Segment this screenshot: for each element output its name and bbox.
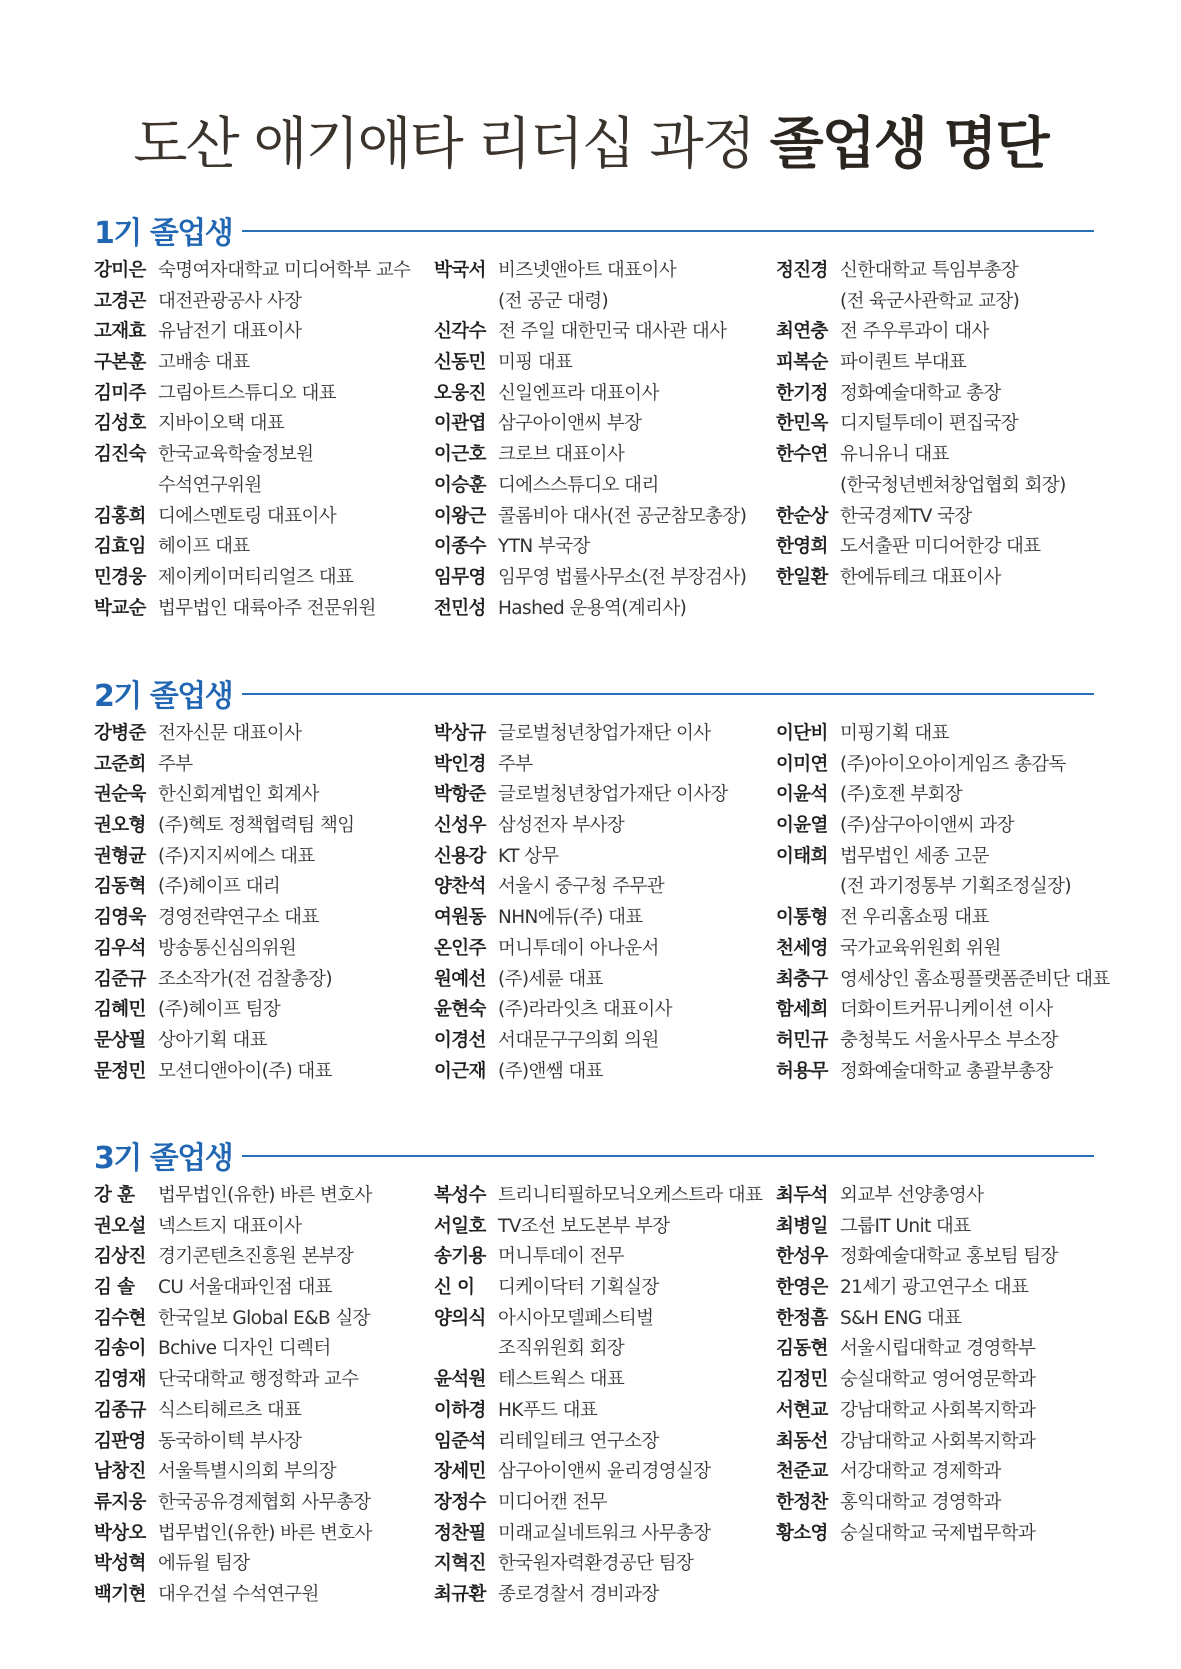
section-title: 1기 졸업생 — [94, 216, 233, 251]
section-title: 2기 졸업생 — [94, 679, 233, 714]
graduate-title: S&H ENG 대표 — [840, 1307, 962, 1329]
graduate-name: 피복순 — [776, 352, 828, 374]
section-divider — [242, 230, 1094, 232]
graduate-name: 이관엽 — [434, 413, 486, 435]
graduate-name: 박인경 — [434, 753, 486, 775]
graduate-title: 숙명여자대학교 미디어학부 교수 — [158, 260, 411, 281]
graduate-name: 권형균 — [94, 845, 146, 867]
graduate-name: 이단비 — [776, 723, 828, 744]
graduate-title: Bchive 디자인 디렉터 — [158, 1338, 331, 1360]
graduate-name: 이승훈 — [434, 474, 486, 496]
graduate-title: 머니투데이 아나운서 — [498, 937, 659, 959]
graduate-title: 한국공유경제협회 사무총장 — [158, 1491, 371, 1513]
graduate-title: 한에듀테크 대표이사 — [840, 566, 1001, 588]
graduate-name: 신각수 — [434, 321, 486, 343]
graduate-name: 이근호 — [434, 444, 486, 466]
graduate-name: 김 솔 — [94, 1277, 135, 1299]
section-header — [94, 671, 1094, 715]
section-divider — [242, 693, 1094, 695]
graduate-title: HK푸드 대표 — [498, 1399, 598, 1421]
graduate-title: 서대문구구의회 의원 — [498, 1029, 659, 1051]
graduate-title: 법무법인 세종 고문 — [840, 845, 989, 867]
graduate-name: 천세영 — [776, 937, 828, 959]
graduate-name: 황소영 — [776, 1522, 828, 1544]
graduate-name: 김종규 — [94, 1399, 146, 1421]
graduate-title: 트리니티필하모닉오케스트라 대표 — [498, 1185, 763, 1206]
graduate-title: 숭실대학교 영어영문학과 — [840, 1369, 1036, 1391]
graduate-title: 단국대학교 행정학과 교수 — [158, 1369, 359, 1391]
graduate-title: 넥스트지 대표이사 — [158, 1215, 302, 1237]
graduate-title: 신일엔프라 대표이사 — [498, 382, 659, 404]
graduate-name: 복성수 — [434, 1185, 486, 1206]
title-light: 도산 애기애타 리더십 과정 — [133, 112, 754, 177]
graduate-name: 함세희 — [776, 999, 828, 1021]
graduate-title: 정화예술대학교 총장 — [840, 382, 1001, 404]
graduate-title: 임무영 법률사무소(전 부장검사) — [498, 566, 747, 588]
graduate-name: 이근재 — [434, 1060, 486, 1082]
graduate-name: 신동민 — [434, 352, 486, 374]
graduate-title: 아시아모델페스티벌 — [498, 1307, 654, 1329]
graduate-title: 주부 — [498, 753, 533, 775]
section-2 — [94, 671, 1110, 1082]
section-title: 3기 졸업생 — [94, 1141, 233, 1176]
graduate-title: 고배송 대표 — [158, 352, 250, 374]
graduate-name: 최동선 — [776, 1430, 828, 1452]
graduate-name: 최충구 — [776, 968, 828, 990]
graduate-name: 장세민 — [434, 1461, 486, 1483]
graduate-title: 디에스스튜디오 대리 — [498, 474, 659, 496]
graduate-name: 김상진 — [94, 1246, 146, 1268]
graduate-name: 한영은 — [776, 1277, 828, 1299]
graduate-title: 한신회계법인 회계사 — [158, 784, 319, 806]
graduate-title: 삼구아이앤씨 윤리경영실장 — [498, 1461, 711, 1483]
graduate-title: CU 서울대파인점 대표 — [158, 1277, 332, 1299]
graduate-name: 최두석 — [776, 1185, 828, 1206]
graduate-title: 전자신문 대표이사 — [158, 723, 302, 744]
graduate-title: 전 우리홈쇼핑 대표 — [840, 907, 989, 929]
graduate-name: 지혁진 — [434, 1553, 486, 1575]
graduate-title: 신한대학교 특임부총장 — [840, 260, 1018, 281]
graduate-name: 김송이 — [94, 1338, 146, 1360]
graduate-name: 임준석 — [434, 1430, 486, 1452]
graduate-name: 한정찬 — [776, 1491, 828, 1513]
graduate-title: 유니유니 대표 — [840, 444, 949, 466]
graduate-title: 홍익대학교 경영학과 — [840, 1491, 1001, 1513]
graduate-name: 박성혁 — [94, 1553, 146, 1575]
graduate-name: 신성우 — [434, 815, 486, 837]
graduate-name: 한기정 — [776, 382, 828, 404]
graduate-title: (주)헤이프 대리 — [158, 876, 281, 898]
graduate-title: 머니투데이 전무 — [498, 1246, 625, 1268]
graduate-name: 강병준 — [94, 723, 146, 744]
graduate-title: 삼성전자 부사장 — [498, 815, 625, 837]
graduate-name: 허민규 — [776, 1029, 828, 1051]
graduate-title: (주)헤이프 팀장 — [158, 999, 281, 1021]
graduate-title: (전 육군사관학교 교장) — [840, 290, 1020, 312]
graduate-title: 서울시립대학교 경영학부 — [840, 1338, 1036, 1360]
graduate-title: 법무법인 대륙아주 전문위원 — [158, 597, 376, 619]
graduate-name: 오웅진 — [434, 382, 486, 404]
graduate-name: 김우석 — [94, 937, 146, 959]
graduate-title: 영세상인 홈쇼핑플랫폼준비단 대표 — [840, 968, 1110, 990]
graduate-name: 박항준 — [434, 784, 486, 806]
graduate-title: 대전관광공사 사장 — [158, 290, 302, 312]
graduate-name: 김정민 — [776, 1369, 828, 1391]
graduate-name: 전민성 — [434, 597, 486, 619]
graduate-title: 미핑 대표 — [498, 352, 573, 374]
graduate-name: 강 훈 — [94, 1185, 135, 1206]
graduate-name: 온인주 — [434, 937, 486, 959]
graduate-name: 정찬필 — [434, 1522, 486, 1544]
graduate-title: 동국하이텍 부사장 — [158, 1430, 302, 1452]
graduate-name: 이왕근 — [434, 505, 486, 527]
graduate-title: 충청북도 서울사무소 부소장 — [840, 1029, 1058, 1051]
graduate-name: 천준교 — [776, 1461, 828, 1483]
graduate-name: 박상규 — [434, 723, 486, 744]
graduate-name: 한순상 — [776, 505, 828, 527]
graduate-title: 그림아트스튜디오 대표 — [158, 382, 336, 404]
graduate-name: 고경곤 — [94, 290, 146, 312]
graduate-title: 법무법인(유한) 바른 변호사 — [158, 1522, 372, 1544]
graduate-name: 박상오 — [94, 1522, 146, 1544]
graduate-title: 한국일보 Global E&B 실장 — [158, 1307, 370, 1329]
graduate-title: 조직위원회 회장 — [498, 1338, 625, 1360]
graduate-name: 김진숙 — [94, 444, 146, 466]
graduate-name: 권오형 — [94, 815, 146, 837]
graduate-title: 숭실대학교 국제법무학과 — [840, 1522, 1036, 1544]
graduate-title: 글로벌청년창업가재단 이사장 — [498, 784, 728, 806]
graduate-title: 미핑기획 대표 — [840, 723, 949, 744]
graduate-name: 신용강 — [434, 845, 486, 867]
graduate-title: (전 과기정통부 기획조정실장) — [840, 876, 1072, 898]
graduate-name: 김수현 — [94, 1307, 146, 1329]
graduate-title: 모션디앤아이(주) 대표 — [158, 1060, 332, 1082]
graduate-name: 고재효 — [94, 321, 146, 343]
graduate-title: 한국경제TV 국장 — [840, 505, 972, 527]
graduate-title: 미디어캔 전무 — [498, 1491, 607, 1513]
graduate-name: 문상필 — [94, 1029, 146, 1051]
graduate-name: 문정민 — [94, 1060, 146, 1082]
graduate-title: 디에스멘토링 대표이사 — [158, 505, 336, 527]
graduate-title: 서울시 중구청 주무관 — [498, 876, 665, 898]
section-1 — [94, 208, 1094, 619]
graduate-title: 헤이프 대표 — [158, 536, 250, 558]
graduate-name: 남창진 — [94, 1461, 146, 1483]
section-header — [94, 1133, 1094, 1177]
title-bold: 졸업생 명단 — [769, 112, 1048, 177]
graduate-name: 김판영 — [94, 1430, 146, 1452]
section-3 — [94, 1133, 1094, 1605]
section-header — [94, 208, 1094, 252]
graduate-name: 이경선 — [434, 1029, 486, 1051]
graduate-title: 미래교실네트워크 사무총장 — [498, 1522, 711, 1544]
graduate-name: 정진경 — [776, 260, 828, 281]
graduate-title: (주)라라잇츠 대표이사 — [498, 999, 672, 1021]
graduate-name: 박국서 — [434, 260, 486, 281]
graduate-title: 그룹IT Unit 대표 — [840, 1215, 971, 1237]
graduate-title: 전 주일 대한민국 대사관 대사 — [498, 321, 727, 343]
graduate-name: 신 이 — [434, 1277, 475, 1299]
graduate-title: 식스티헤르츠 대표 — [158, 1399, 302, 1421]
graduate-title: 경영전략연구소 대표 — [158, 907, 319, 929]
graduate-name: 장정수 — [434, 1491, 486, 1513]
graduate-name: 서현교 — [776, 1399, 828, 1421]
graduate-title: 디케이닥터 기획실장 — [498, 1277, 659, 1299]
graduate-name: 송기용 — [434, 1246, 486, 1268]
graduate-title: 리테일테크 연구소장 — [498, 1430, 659, 1452]
graduate-name: 이통형 — [776, 907, 828, 929]
graduate-name: 권오설 — [94, 1215, 146, 1237]
graduate-name: 양의식 — [434, 1307, 486, 1329]
graduate-title: TV조선 보도본부 부장 — [498, 1215, 670, 1237]
section-divider — [242, 1155, 1094, 1157]
graduate-name: 김미주 — [94, 382, 146, 404]
graduate-name: 여원동 — [434, 907, 486, 929]
graduate-title: 종로경찰서 경비과장 — [498, 1583, 659, 1605]
graduate-name: 서일호 — [434, 1215, 486, 1237]
graduate-title: 에듀윌 팀장 — [158, 1553, 250, 1575]
graduate-name: 이태희 — [776, 845, 828, 867]
graduate-name: 최규환 — [434, 1583, 486, 1605]
graduate-title: 대우건설 수석연구원 — [158, 1583, 319, 1605]
graduate-title: 서강대학교 경제학과 — [840, 1461, 1001, 1483]
graduate-name: 고준희 — [94, 753, 146, 775]
graduate-name: 김효임 — [94, 536, 146, 558]
graduate-name: 윤석원 — [434, 1369, 486, 1391]
graduate-title: 경기콘텐츠진흥원 본부장 — [158, 1246, 354, 1268]
graduate-title: Hashed 운용역(계리사) — [498, 597, 687, 619]
graduate-title: 정화예술대학교 총괄부총장 — [840, 1060, 1053, 1082]
graduate-name: 이윤열 — [776, 815, 828, 837]
graduate-name: 한정흠 — [776, 1307, 828, 1329]
graduate-name: 양찬석 — [434, 876, 486, 898]
graduate-name: 최연충 — [776, 321, 828, 343]
graduate-name: 김동혁 — [94, 876, 146, 898]
graduate-title: 유남전기 대표이사 — [158, 321, 302, 343]
graduate-title: 한국원자력환경공단 팀장 — [498, 1553, 694, 1575]
graduate-name: 김성호 — [94, 413, 146, 435]
graduate-name: 강미은 — [94, 260, 146, 281]
graduate-title: 파이퀀트 부대표 — [840, 352, 967, 374]
graduate-name: 한수연 — [776, 444, 828, 466]
graduate-title: (주)세륜 대표 — [498, 968, 603, 990]
graduate-title: 지바이오택 대표 — [158, 413, 285, 435]
graduate-title: 테스트웍스 대표 — [498, 1369, 625, 1391]
graduate-name: 이미연 — [776, 753, 828, 775]
graduate-name: 구본훈 — [94, 352, 146, 374]
graduate-name: 한일환 — [776, 566, 828, 588]
graduate-name: 김홍희 — [94, 505, 146, 527]
graduate-title: 전 주우루과이 대사 — [840, 321, 989, 343]
graduate-title: 수석연구위원 — [158, 474, 262, 496]
graduate-name: 한영희 — [776, 536, 828, 558]
graduate-title: (한국청년벤쳐창업협회 회장) — [840, 474, 1066, 496]
graduate-title: 디지털투데이 편집국장 — [840, 413, 1018, 435]
page-title — [0, 100, 1181, 180]
graduate-name: 이하경 — [434, 1399, 486, 1421]
graduate-name: 김영욱 — [94, 907, 146, 929]
graduate-name: 원예선 — [434, 968, 486, 990]
graduate-title: 주부 — [158, 753, 193, 775]
graduate-name: 이윤석 — [776, 784, 828, 806]
graduate-title: 제이케이머티리얼즈 대표 — [158, 566, 354, 588]
graduate-title: (주)아이오아이게임즈 총감독 — [840, 753, 1066, 775]
graduate-title: (주)삼구아이앤씨 과장 — [840, 815, 1014, 837]
graduate-name: 백기현 — [94, 1583, 146, 1605]
graduate-title: 서울특별시의회 부의장 — [158, 1461, 336, 1483]
graduate-title: 더화이트커뮤니케이션 이사 — [840, 999, 1053, 1021]
graduate-name: 임무영 — [434, 566, 486, 588]
graduate-title: (전 공군 대령) — [498, 290, 609, 312]
graduate-name: 윤현숙 — [434, 999, 486, 1021]
graduate-title: (주)호젠 부회장 — [840, 784, 963, 806]
graduate-title: 국가교육위원회 위원 — [840, 937, 1001, 959]
graduate-name: 한성우 — [776, 1246, 828, 1268]
graduate-name: 민경웅 — [94, 566, 146, 588]
graduate-title: 한국교육학술정보원 — [158, 444, 314, 466]
graduate-title: 상아기획 대표 — [158, 1029, 267, 1051]
graduate-title: 강남대학교 사회복지학과 — [840, 1430, 1036, 1452]
graduate-name: 김동현 — [776, 1338, 828, 1360]
graduate-title: (주)앤쌤 대표 — [498, 1060, 603, 1082]
graduate-title: 조소작가(전 검찰총장) — [158, 968, 332, 990]
graduate-title: 21세기 광고연구소 대표 — [840, 1277, 1029, 1299]
graduate-title: 비즈넷앤아트 대표이사 — [498, 260, 676, 281]
graduate-name: 한민옥 — [776, 413, 828, 435]
graduate-title: 콜롬비아 대사(전 공군참모총장) — [498, 505, 747, 527]
graduate-name: 류지웅 — [94, 1491, 146, 1513]
graduate-title: NHN에듀(주) 대표 — [498, 907, 643, 929]
graduate-title: YTN 부국장 — [498, 536, 590, 558]
graduate-name: 박교순 — [94, 597, 146, 619]
graduate-title: 방송통신심의위원 — [158, 937, 297, 959]
graduate-name: 허용무 — [776, 1060, 828, 1082]
graduate-name: 김혜민 — [94, 999, 146, 1021]
graduate-name: 김영재 — [94, 1369, 146, 1391]
graduate-name: 이종수 — [434, 536, 486, 558]
graduate-title: 강남대학교 사회복지학과 — [840, 1399, 1036, 1421]
graduate-title: 외교부 선양총영사 — [840, 1185, 984, 1206]
graduate-title: 법무법인(유한) 바른 변호사 — [158, 1185, 372, 1206]
graduate-title: KT 상무 — [498, 845, 559, 867]
graduate-name: 김준규 — [94, 968, 146, 990]
graduate-name: 최병일 — [776, 1215, 828, 1237]
graduate-name: 권순욱 — [94, 784, 146, 806]
graduate-title: 크로브 대표이사 — [498, 444, 625, 466]
graduate-title: 정화예술대학교 홍보팀 팀장 — [840, 1246, 1058, 1268]
graduate-title: 도서출판 미디어한강 대표 — [840, 536, 1041, 558]
graduate-title: (주)지지씨에스 대표 — [158, 845, 315, 867]
graduate-title: (주)헥토 정책협력팀 책임 — [158, 815, 355, 837]
graduate-title: 글로벌청년창업가재단 이사 — [498, 723, 711, 744]
graduate-title: 삼구아이앤씨 부장 — [498, 413, 642, 435]
